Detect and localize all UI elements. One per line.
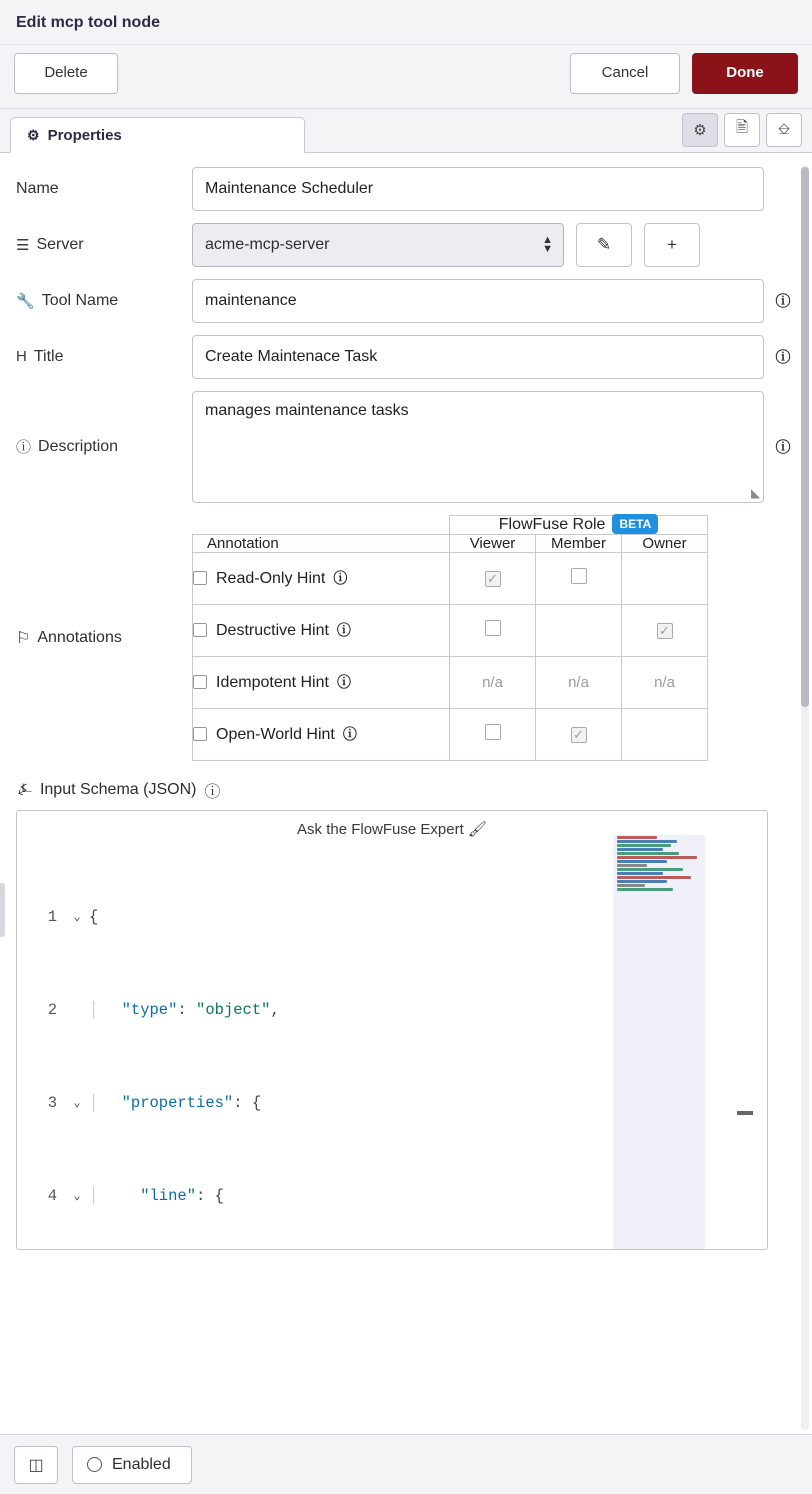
table-row bbox=[193, 552, 708, 604]
editor-scrollbar-thumb[interactable] bbox=[737, 1111, 753, 1115]
annotation-idempotent-hint[interactable] bbox=[193, 656, 450, 708]
wrench-icon: 🔧 bbox=[16, 292, 35, 310]
destructive-owner-cell[interactable] bbox=[622, 604, 708, 656]
table-row bbox=[193, 656, 708, 708]
code-line: 1 ⌄ { bbox=[47, 907, 99, 926]
table-row bbox=[193, 604, 708, 656]
beta-badge: BETA bbox=[612, 514, 658, 534]
name-label: Name bbox=[16, 179, 59, 197]
edit-server-button[interactable]: ✎ bbox=[576, 223, 632, 267]
annotations-label bbox=[16, 628, 192, 648]
editor-scrollbar-track[interactable] bbox=[737, 811, 753, 1249]
destructive-hint-label: Destructive Hint bbox=[216, 622, 329, 639]
col-annotation: Annotation bbox=[193, 534, 450, 552]
annotation-read-only-hint[interactable] bbox=[193, 552, 450, 604]
row-name bbox=[16, 167, 796, 211]
tab-icon-group bbox=[682, 113, 802, 147]
notes-button[interactable]: ◫ bbox=[14, 1446, 58, 1484]
enabled-label: Enabled bbox=[112, 1455, 171, 1473]
heading-icon: H bbox=[16, 348, 27, 365]
code-icon: ⍼ bbox=[18, 781, 32, 798]
read-only-hint-info-icon[interactable]: ⓘ bbox=[333, 570, 348, 586]
idempotent-hint-info-icon[interactable]: ⓘ bbox=[336, 674, 351, 690]
server-label bbox=[16, 236, 192, 254]
chevron-updown-icon: ▲ ▼ bbox=[542, 233, 553, 255]
description-textarea[interactable] bbox=[192, 391, 764, 503]
tool-name-label bbox=[16, 292, 192, 310]
read-only-viewer-cell[interactable] bbox=[450, 552, 536, 604]
open-world-viewer-checkbox[interactable] bbox=[485, 724, 501, 740]
open-world-member-checkbox[interactable]: ✓ bbox=[571, 727, 587, 743]
name-input[interactable]: Maintenance Scheduler bbox=[192, 167, 764, 211]
open-world-hint-label: Open-World Hint bbox=[216, 726, 335, 743]
description-value: manages maintenance tasks bbox=[205, 401, 409, 419]
toggle-circle-icon bbox=[87, 1457, 102, 1472]
title-label bbox=[16, 348, 192, 366]
input-schema-label-text: Input Schema (JSON) bbox=[39, 781, 197, 798]
delete-button[interactable]: Delete bbox=[14, 53, 118, 94]
col-owner: Owner bbox=[622, 534, 708, 552]
tool-name-input[interactable]: maintenance bbox=[192, 279, 764, 323]
json-editor[interactable] bbox=[16, 810, 768, 1250]
dialog-body bbox=[0, 153, 812, 1435]
annotations-label-text: Annotations bbox=[37, 628, 122, 646]
pencil-icon: 🖌 bbox=[467, 820, 487, 838]
destructive-hint-info-icon[interactable]: ⓘ bbox=[336, 622, 351, 638]
row-title bbox=[16, 335, 796, 379]
destructive-hint-checkbox[interactable] bbox=[193, 623, 207, 637]
destructive-viewer-cell[interactable] bbox=[450, 604, 536, 656]
open-world-hint-checkbox[interactable] bbox=[193, 727, 207, 741]
title-label-text: Title bbox=[33, 347, 64, 365]
server-icon: ☰ bbox=[16, 236, 30, 254]
annotation-open-world-hint[interactable] bbox=[193, 708, 450, 760]
dialog-footer bbox=[0, 1434, 812, 1494]
idempotent-member-cell: n/a bbox=[536, 656, 622, 708]
input-schema-info-icon[interactable]: ⓘ bbox=[204, 783, 221, 801]
idempotent-owner-cell: n/a bbox=[622, 656, 708, 708]
open-world-member-cell[interactable] bbox=[536, 708, 622, 760]
annotations-role-header-row bbox=[193, 515, 708, 534]
annotation-destructive-hint[interactable] bbox=[193, 604, 450, 656]
row-server bbox=[16, 223, 796, 267]
code-line: 2 │ "type" : "object" , bbox=[47, 1000, 280, 1019]
description-tab-icon[interactable]: 🖹 bbox=[724, 113, 760, 147]
destructive-owner-checkbox[interactable]: ✓ bbox=[657, 623, 673, 639]
description-label-text: Description bbox=[38, 437, 119, 455]
editor-minimap[interactable] bbox=[613, 835, 705, 1249]
read-only-viewer-checkbox[interactable]: ✓ bbox=[485, 571, 501, 587]
annotations-header-blank bbox=[193, 515, 450, 534]
row-annotations bbox=[16, 515, 796, 761]
dialog-toolbar bbox=[0, 45, 812, 109]
read-only-hint-label: Read-Only Hint bbox=[216, 570, 326, 587]
destructive-member-cell bbox=[536, 604, 622, 656]
read-only-member-cell[interactable] bbox=[536, 552, 622, 604]
annotations-column-header-row bbox=[193, 534, 708, 552]
idempotent-viewer-cell: n/a bbox=[450, 656, 536, 708]
open-world-owner-cell bbox=[622, 708, 708, 760]
col-member: Member bbox=[536, 534, 622, 552]
tab-bar bbox=[0, 109, 812, 153]
title-input[interactable]: Create Maintenace Task bbox=[192, 335, 764, 379]
info-icon: ⓘ bbox=[16, 439, 32, 456]
server-label-text: Server bbox=[36, 235, 84, 253]
open-world-hint-info-icon[interactable]: ⓘ bbox=[342, 726, 357, 742]
open-world-viewer-cell[interactable] bbox=[450, 708, 536, 760]
appearance-tab-icon[interactable]: ⎒ bbox=[766, 113, 802, 147]
done-button[interactable]: Done bbox=[692, 53, 798, 94]
description-label bbox=[16, 436, 192, 457]
read-only-hint-checkbox[interactable] bbox=[193, 571, 207, 585]
input-schema-label bbox=[18, 779, 796, 802]
description-info-icon[interactable]: ⓘ bbox=[775, 439, 791, 456]
row-tool-name bbox=[16, 279, 796, 323]
idempotent-hint-label: Idempotent Hint bbox=[216, 674, 329, 691]
enabled-toggle[interactable] bbox=[72, 1446, 192, 1484]
code-line: 3 ⌄ │ "properties" : { bbox=[47, 1093, 262, 1112]
add-server-button[interactable]: + bbox=[644, 223, 700, 267]
read-only-owner-cell bbox=[622, 552, 708, 604]
tool-name-info-icon[interactable]: ⓘ bbox=[775, 293, 791, 310]
read-only-member-checkbox[interactable] bbox=[571, 568, 587, 584]
cancel-button[interactable]: Cancel bbox=[570, 53, 680, 94]
server-select-value: acme-mcp-server bbox=[205, 235, 330, 253]
code-line: 4 ⌄ │ "line" : { bbox=[47, 1186, 224, 1205]
dialog-title: Edit mcp tool node bbox=[0, 0, 812, 45]
annotations-table bbox=[192, 515, 708, 761]
gear-icon: ⚙ bbox=[27, 126, 40, 143]
flag-icon: ⚐ bbox=[16, 629, 31, 647]
body-scrollbar-thumb[interactable] bbox=[801, 167, 809, 707]
destructive-viewer-checkbox[interactable] bbox=[485, 620, 501, 636]
tab-properties-label: Properties bbox=[47, 126, 122, 144]
editor-hint-text: Ask the FlowFuse Expert bbox=[297, 820, 464, 838]
tab-properties[interactable] bbox=[10, 117, 305, 153]
server-select[interactable] bbox=[192, 223, 564, 267]
row-description bbox=[16, 391, 796, 503]
resize-grip-icon[interactable]: ◢ bbox=[750, 485, 760, 500]
resize-handle[interactable] bbox=[0, 883, 5, 937]
title-info-icon[interactable]: ⓘ bbox=[775, 349, 791, 366]
tool-name-label-text: Tool Name bbox=[41, 291, 119, 309]
flowfuse-role-header bbox=[450, 515, 708, 534]
properties-tab-icon[interactable]: ⚙ bbox=[682, 113, 718, 147]
table-row bbox=[193, 708, 708, 760]
idempotent-hint-checkbox[interactable] bbox=[193, 675, 207, 689]
flowfuse-role-label: FlowFuse Role bbox=[498, 515, 606, 533]
col-viewer: Viewer bbox=[450, 534, 536, 552]
